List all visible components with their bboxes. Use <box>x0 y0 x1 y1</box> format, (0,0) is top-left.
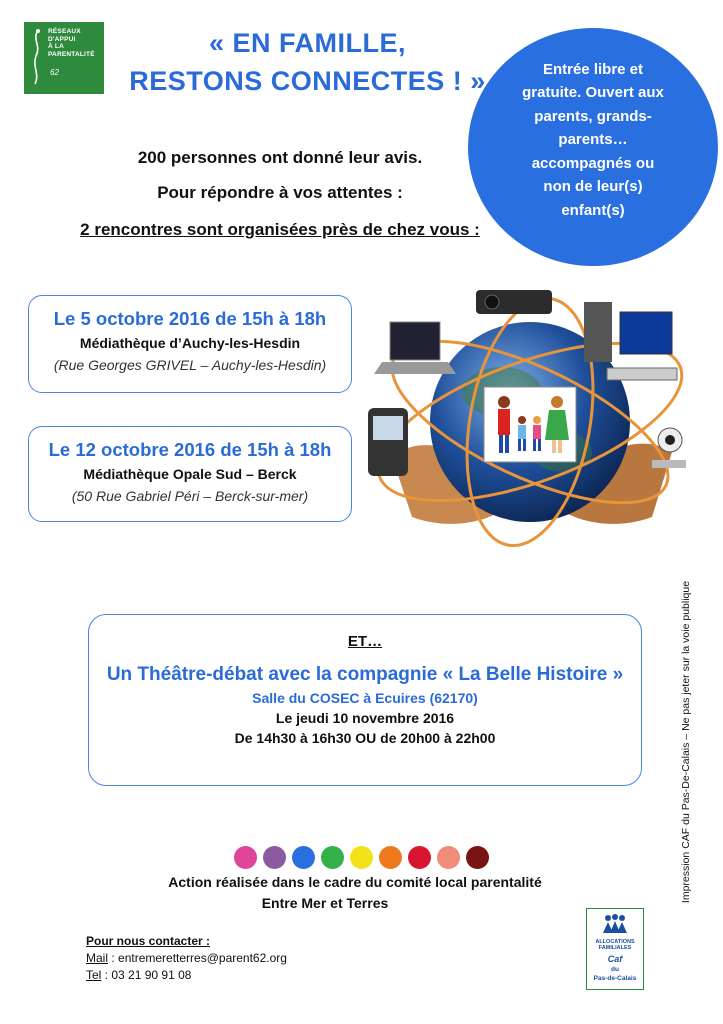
color-dot <box>234 846 257 869</box>
color-dot <box>350 846 373 869</box>
tel-value: : 03 21 90 91 08 <box>101 968 192 982</box>
event-date: Le 12 octobre 2016 de 15h à 18h <box>48 439 332 460</box>
title-line-2: RESTONS CONNECTES ! » <box>129 66 486 96</box>
color-dot <box>321 846 344 869</box>
event-address: (50 Rue Gabriel Péri – Berck-sur-mer) <box>71 488 309 504</box>
mail-label: Mail <box>86 951 109 965</box>
contact-label: Pour nous contacter : <box>86 934 211 948</box>
event-card <box>28 295 352 393</box>
color-dot <box>466 846 489 869</box>
event-place: Médiathèque Opale Sud – Berck <box>83 466 297 482</box>
logo-figure-icon <box>30 28 44 86</box>
logo-line: PARENTALITÉ <box>48 50 95 58</box>
color-dot <box>379 846 402 869</box>
color-dot <box>408 846 431 869</box>
mail-link[interactable]: : entremeretterres@parent62.org <box>108 951 287 965</box>
event-date: Le 5 octobre 2016 de 15h à 18h <box>53 308 327 329</box>
caf-region: Pas-de-Calais <box>593 975 637 982</box>
intro-line-1: 200 personnes ont donné leur avis. <box>137 148 423 167</box>
side-note-text: Impression CAF du Pas-De-Calais – Ne pas jeter sur la voie publique <box>680 580 692 904</box>
logo-line: D'APPUI <box>48 35 76 43</box>
caf-line-2: FAMILIALES <box>598 945 632 951</box>
reseaux-parentalite-logo <box>24 22 104 94</box>
caf-people-icon <box>600 913 630 935</box>
et-label: ET… <box>347 633 383 650</box>
theatre-heading: Un Théâtre-débat avec la compagnie « La Belle Histoire » <box>106 664 624 685</box>
color-dot <box>437 846 460 869</box>
intro-line-2: Pour répondre à vos attentes : <box>157 183 403 202</box>
globe-icon <box>352 282 712 552</box>
action-line-1: Action réalisée dans le cadre du comité local parentalité <box>168 874 542 890</box>
tel-label: Tel <box>86 968 102 982</box>
logo-sub: 62 <box>50 68 59 77</box>
title-line-1: « EN FAMILLE, <box>208 28 407 58</box>
page-title <box>110 24 505 100</box>
theatre-box <box>88 614 642 786</box>
logo-line: À LA <box>48 43 64 50</box>
caf-name: Caf <box>607 954 623 964</box>
theatre-date: Le jeudi 10 novembre 2016 <box>275 710 455 726</box>
event-place: Médiathèque d’Auchy-les-Hesdin <box>79 335 301 351</box>
theatre-times: De 14h30 à 16h30 OU de 20h00 à 22h00 <box>234 730 496 746</box>
event-address: (Rue Georges GRIVEL – Auchy-les-Hesdin) <box>53 357 327 373</box>
logo-line: RÉSEAUX <box>48 28 81 35</box>
caf-line-1: ALLOCATIONS <box>595 939 635 945</box>
color-dot <box>263 846 286 869</box>
action-line-2: Entre Mer et Terres <box>261 895 389 911</box>
side-note <box>656 562 716 922</box>
caf-du: du <box>611 966 619 973</box>
color-dots <box>234 846 489 869</box>
theatre-venue: Salle du COSEC à Ecuires (62170) <box>252 690 478 706</box>
event-card <box>28 426 352 522</box>
caf-logo <box>586 908 644 990</box>
connected-globe-illustration <box>352 282 712 552</box>
intro-line-3: 2 rencontres sont organisées près de chez vous : <box>80 220 480 239</box>
contact-block <box>86 933 287 984</box>
color-dot <box>292 846 315 869</box>
info-circle-text: Entrée libre et gratuite. Ouvert aux parents, grands-parents… accompagnés ou non de leur(s) enfant(s) <box>522 60 664 219</box>
